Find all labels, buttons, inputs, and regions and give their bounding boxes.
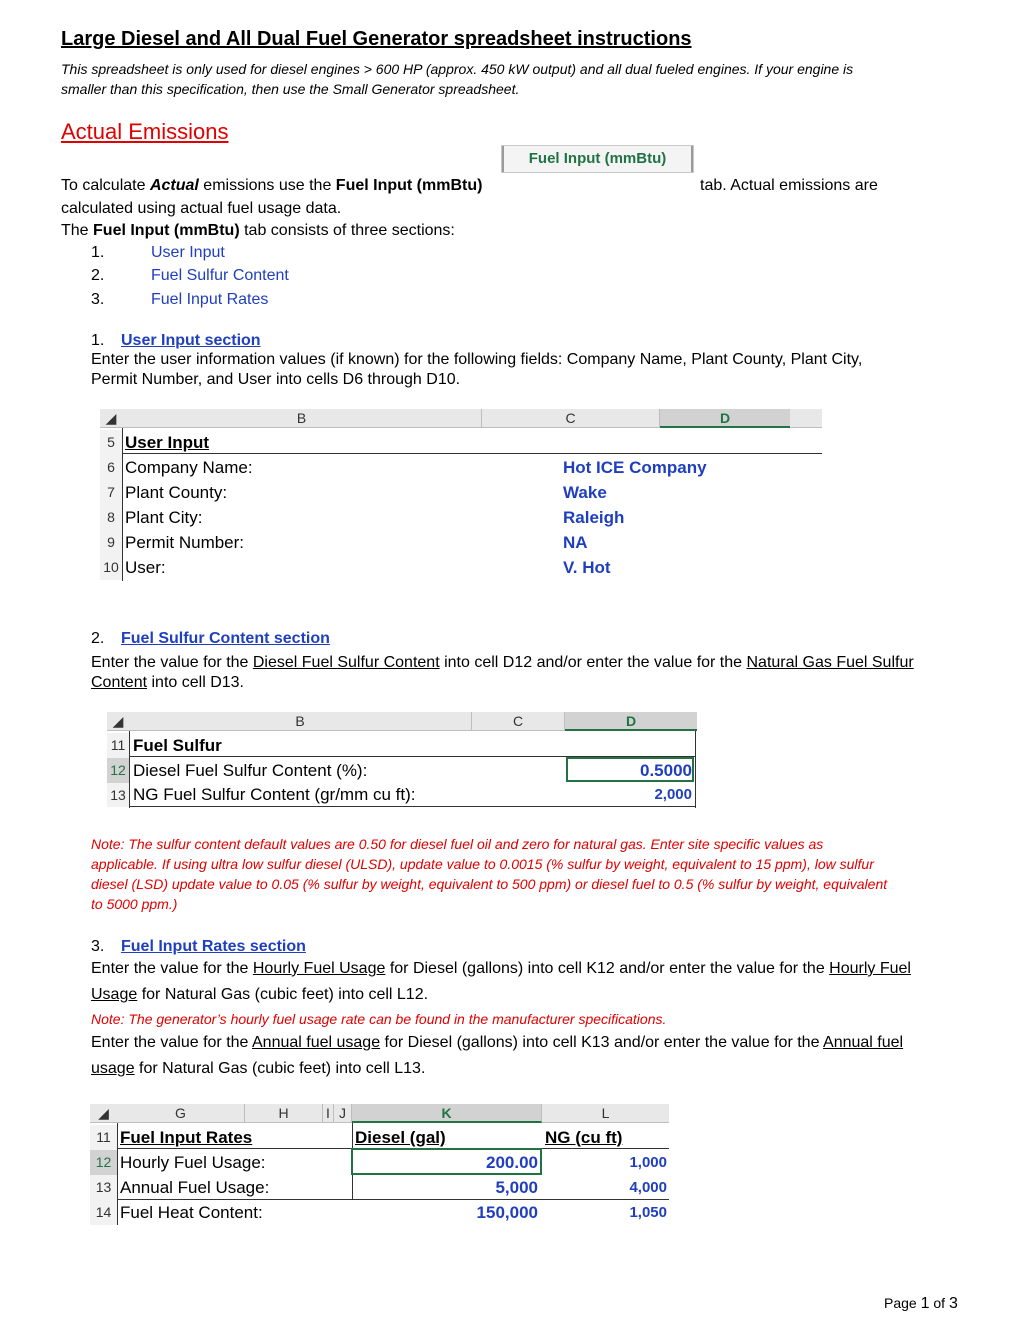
diesel-sulfur-label: Diesel Fuel Sulfur Content (%):: [133, 761, 368, 780]
company-name-value[interactable]: Hot ICE Company: [563, 458, 707, 477]
permit-number-value[interactable]: NA: [563, 533, 588, 552]
col-header-b: B: [129, 712, 472, 731]
hourly-fuel-usage-label: Hourly Fuel Usage:: [120, 1153, 266, 1172]
permit-number-label: Permit Number:: [125, 533, 245, 552]
section-1-line1: Enter the user information values (if known) for the following fields: Company Name, Plant County, Plant City,: [91, 351, 863, 368]
row-number: 7: [100, 480, 122, 505]
s3-a-pre: Enter the value for the: [91, 960, 253, 977]
p1-tab-name: Fuel Input (mmBtu): [335, 177, 483, 194]
section-3-line-b1: [91, 1032, 903, 1054]
row-number: 14: [90, 1200, 117, 1225]
section-3-line-a2: [91, 984, 428, 1006]
row-number: 10: [100, 555, 122, 580]
section-1-heading-link[interactable]: User Input section: [121, 332, 261, 349]
p1-mid: emissions use the: [198, 177, 336, 194]
plant-city-label: Plant City:: [125, 508, 203, 527]
hourly-diesel-value[interactable]: 200.00: [486, 1153, 538, 1172]
s3-hourly-fuel-term: Hourly Fuel: [829, 960, 911, 977]
col-header-h: H: [245, 1104, 323, 1123]
col-header-c: C: [472, 712, 565, 731]
fuel-input-rates-header: Fuel Input Rates: [120, 1128, 253, 1147]
annual-ng-value[interactable]: 4,000: [629, 1179, 667, 1196]
corner-cell: ◢: [107, 712, 129, 731]
note-hourly-usage: Note: The generator’s hourly fuel usage rate can be found in the manufacturer specifications.: [91, 1011, 667, 1027]
user-label: User:: [125, 558, 166, 577]
s2-diesel-sulfur-term: Diesel Fuel Sulfur Content: [252, 654, 440, 671]
plant-county-value[interactable]: Wake: [563, 483, 607, 502]
intro-line-1: This spreadsheet is only used for diesel engines > 600 HP (approx. 450 kW output) and all dual fueled engines. If your engine is: [61, 61, 854, 77]
paragraph-tab-sections: [61, 220, 455, 242]
note-sulfur-line4: to 5000 ppm.): [91, 896, 178, 912]
footer-of-word: of: [929, 1295, 949, 1311]
col-header-c: C: [482, 409, 660, 428]
s2-ng-sulfur-term: Natural Gas Fuel Sulfur: [746, 654, 914, 671]
page-title: Large Diesel and All Dual Fuel Generator spreadsheet instructions: [61, 28, 692, 50]
row-number: 8: [100, 505, 122, 530]
note-sulfur-line3: diesel (LSD) update value to 0.05 (% sulfur by weight, equivalent to 500 ppm) or diesel fuel to 0.5 (% sulfur by weight, equivalent: [91, 876, 888, 892]
row-number: 11: [90, 1125, 117, 1150]
annual-fuel-usage-label: Annual Fuel Usage:: [120, 1178, 270, 1197]
list-item-fuel-sulfur-content[interactable]: Fuel Sulfur Content: [151, 267, 289, 284]
row-number: 6: [100, 455, 122, 480]
list-item-num: 3.: [91, 291, 105, 308]
col-header-b: B: [122, 409, 482, 428]
section-3-line-a1: [91, 958, 911, 980]
company-name-label: Company Name:: [125, 458, 253, 477]
plant-city-value[interactable]: Raleigh: [563, 508, 625, 527]
section-1-line2: Permit Number, and User into cells D6 through D10.: [91, 371, 461, 388]
ng-sulfur-value[interactable]: 2,000: [654, 786, 692, 803]
row-number-selected: 12: [90, 1150, 117, 1175]
p2-tab-name: Fuel Input (mmBtu): [93, 222, 240, 239]
paragraph-actual-line1: [61, 175, 482, 197]
footer-current-page: 1: [920, 1295, 930, 1312]
fuel-sulfur-header: Fuel Sulfur: [133, 736, 222, 755]
p1-post: tab. Actual emissions are: [700, 177, 878, 194]
p1-pre: To calculate: [61, 177, 150, 194]
note-sulfur-line1: Note: The sulfur content default values are 0.50 for diesel fuel oil and zero for natural gas. Enter site specific values as: [91, 836, 824, 852]
row-number: 13: [90, 1175, 117, 1200]
note-sulfur-line2: applicable. If using ultra low sulfur diesel (ULSD), update value to 0.0015 (% sulfur by weight, equivalent to 15 ppm), low sulfur: [91, 856, 874, 872]
corner-cell: ◢: [90, 1104, 117, 1123]
row-number: 5: [100, 430, 122, 455]
fuel-input-tab-image: [501, 145, 694, 173]
p2-post: tab consists of three sections:: [239, 222, 455, 239]
user-value[interactable]: V. Hot: [563, 558, 611, 577]
s2-post: into cell D13.: [147, 674, 244, 691]
footer-total-pages: 3: [948, 1295, 958, 1312]
col-header-i: I: [323, 1104, 334, 1123]
fuel-heat-content-label: Fuel Heat Content:: [120, 1203, 263, 1222]
hourly-ng-value[interactable]: 1,000: [629, 1154, 667, 1171]
list-item-num: 2.: [91, 267, 105, 284]
p2-pre: The: [61, 222, 94, 239]
annual-diesel-value[interactable]: 5,000: [495, 1178, 538, 1197]
corner-cell: ◢: [100, 409, 122, 428]
section-2-line2: [91, 672, 244, 694]
section-3-number: 3.: [91, 938, 105, 955]
spreadsheet-fuel-input-rates: [90, 1104, 669, 1225]
section-3-heading-link[interactable]: Fuel Input Rates section: [121, 938, 306, 955]
s3-b-mid: for Diesel (gallons) into cell K13 and/or enter the value for the: [380, 1034, 824, 1051]
diesel-gal-header: Diesel (gal): [355, 1128, 446, 1147]
spreadsheet-fuel-sulfur: [107, 712, 697, 808]
s2-pre: Enter the value for the: [91, 654, 253, 671]
s2-content-term: Content: [91, 674, 148, 691]
s3-usage-term: Usage: [91, 986, 138, 1003]
s3-usage-term-2: usage: [91, 1060, 135, 1077]
section-2-heading-link[interactable]: Fuel Sulfur Content section: [121, 630, 330, 647]
paragraph-actual-line2: calculated using actual fuel usage data.: [61, 200, 342, 217]
section-1-number: 1.: [91, 332, 105, 349]
row-number: 13: [107, 783, 129, 807]
p1-actual: Actual: [149, 177, 199, 194]
col-header-j: J: [334, 1104, 352, 1123]
col-header-d: D: [565, 712, 697, 731]
row-number: 11: [107, 733, 129, 758]
col-header-d: D: [660, 409, 790, 428]
col-header-blank: [790, 409, 822, 428]
s3-a-mid: for Diesel (gallons) into cell K12 and/or enter the value for the: [385, 960, 830, 977]
s3-b2-post: for Natural Gas (cubic feet) into cell L13.: [134, 1060, 426, 1077]
col-header-g: G: [117, 1104, 245, 1123]
intro-line-2: smaller than this specification, then use the Small Generator spreadsheet.: [61, 81, 520, 97]
ng-cu-ft-header: NG (cu ft): [545, 1128, 623, 1147]
heat-content-ng-value[interactable]: 1,050: [629, 1204, 667, 1221]
user-input-header: User Input: [125, 433, 210, 452]
s3-annual-term: Annual fuel usage: [252, 1034, 381, 1051]
list-item-fuel-input-rates[interactable]: Fuel Input Rates: [151, 291, 269, 308]
s3-annual-fuel-term: Annual fuel: [823, 1034, 904, 1051]
heat-content-diesel-value[interactable]: 150,000: [476, 1203, 538, 1222]
list-item-num: 1.: [91, 244, 105, 261]
s3-hourly-term: Hourly Fuel Usage: [252, 960, 386, 977]
page-footer: [884, 1295, 958, 1313]
section-2-number: 2.: [91, 630, 105, 647]
s3-b-pre: Enter the value for the: [91, 1034, 252, 1051]
row-number-selected: 12: [107, 758, 129, 783]
col-header-k: K: [352, 1104, 542, 1123]
section-heading-actual-emissions: Actual Emissions: [61, 119, 229, 144]
row-number: 9: [100, 530, 122, 555]
list-item-user-input[interactable]: User Input: [151, 244, 225, 261]
section-3-line-b2: [91, 1058, 425, 1080]
s3-a2-post: for Natural Gas (cubic feet) into cell L12.: [137, 986, 429, 1003]
spreadsheet-user-input: [100, 409, 731, 581]
ng-sulfur-label: NG Fuel Sulfur Content (gr/mm cu ft):: [133, 785, 416, 804]
plant-county-label: Plant County:: [125, 483, 228, 502]
s2-mid: into cell D12 and/or enter the value for the: [439, 654, 747, 671]
diesel-sulfur-value[interactable]: 0.5000: [640, 761, 692, 780]
fuel-input-tab-label: Fuel Input (mmBtu): [528, 150, 667, 167]
footer-page-word: Page: [884, 1295, 921, 1311]
col-header-l: L: [542, 1104, 669, 1123]
section-2-line1: [91, 652, 914, 674]
